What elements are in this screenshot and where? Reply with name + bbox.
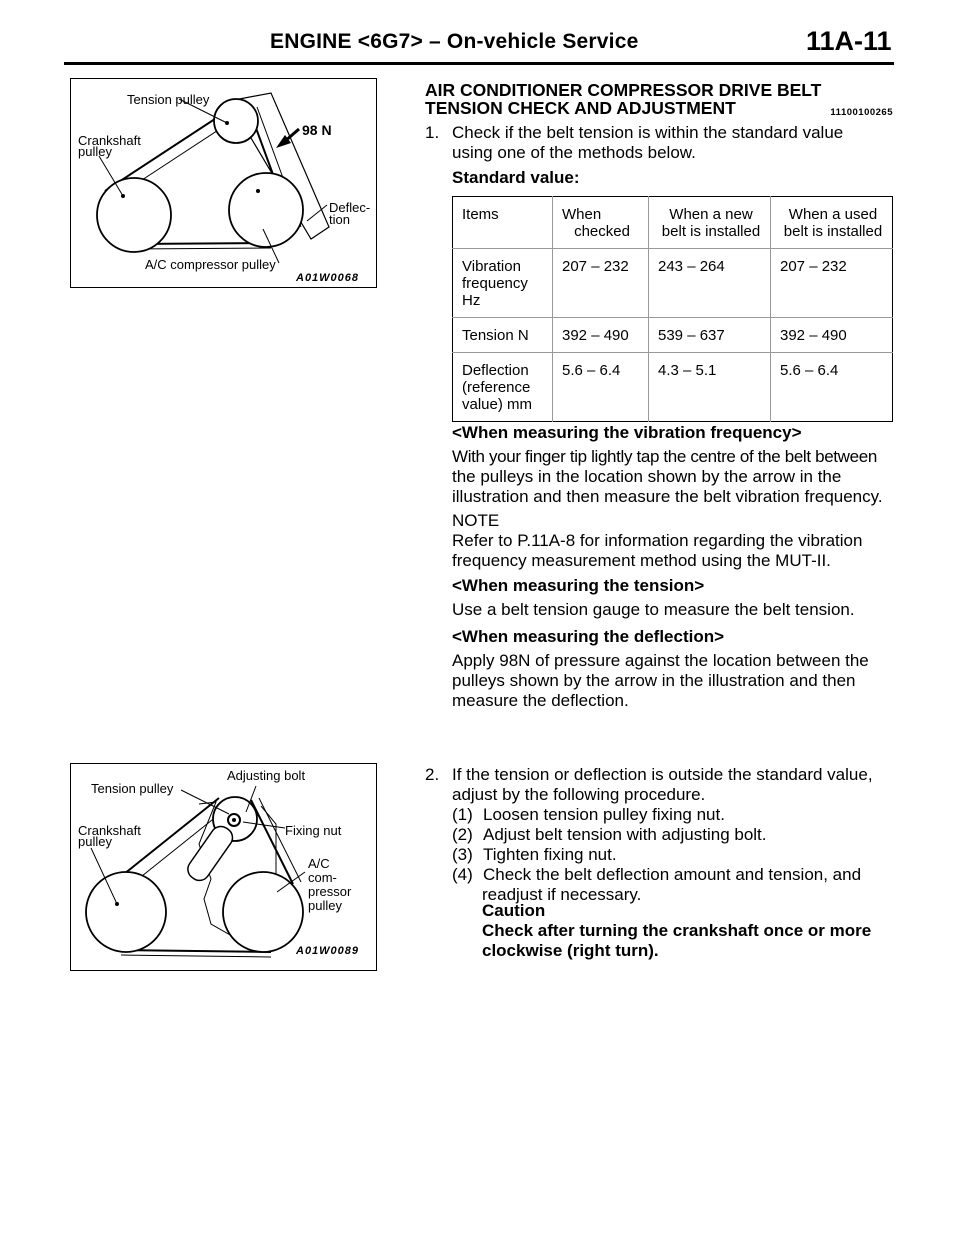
substep-text: Check the belt deflection amount and tension, and bbox=[483, 865, 862, 884]
table-row bbox=[453, 353, 893, 422]
deflection-heading: <When measuring the deflection> bbox=[452, 627, 725, 646]
table-cell: 392 – 490 bbox=[553, 318, 649, 353]
table-header-cell: When checked bbox=[553, 197, 649, 249]
step1-number: 1. bbox=[425, 123, 440, 142]
substep-text-cont: readjust if necessary. bbox=[482, 885, 642, 904]
adjusting-bolt-label: Adjusting bolt bbox=[227, 768, 306, 783]
vibration-body-line2: the pulleys in the location shown by the arrow in the bbox=[452, 467, 842, 486]
tension-pulley-label: Tension pulley bbox=[127, 92, 210, 107]
ac-label: A/C bbox=[308, 856, 330, 871]
table-cell: Tension N bbox=[453, 318, 553, 353]
note-line2: frequency measurement method using the MUT-II. bbox=[452, 551, 831, 570]
crankshaft-label: Crankshaft bbox=[78, 133, 141, 148]
table-cell: 5.6 – 6.4 bbox=[553, 353, 649, 422]
crankshaft-pulley-label: pulley bbox=[78, 834, 112, 849]
substep-number: (1) bbox=[452, 805, 473, 824]
tension-pulley-label: Tension pulley bbox=[91, 781, 174, 796]
vibration-heading: <When measuring the vibration frequency> bbox=[452, 423, 802, 442]
figure-code: A01W0089 bbox=[296, 945, 360, 957]
section-title-text: TENSION CHECK AND ADJUSTMENT bbox=[425, 98, 736, 118]
tension-body: Use a belt tension gauge to measure the belt tension. bbox=[452, 600, 855, 619]
step1-line1: Check if the belt tension is within the standard value bbox=[452, 123, 844, 142]
ac-compressor-pulley-label: A/C compressor pulley bbox=[145, 257, 276, 272]
table-cell: 5.6 – 6.4 bbox=[771, 353, 893, 422]
table-cell: Deflection (reference value) mm bbox=[453, 353, 553, 422]
header-rule bbox=[64, 62, 894, 65]
ac-com-label: com- bbox=[308, 870, 337, 885]
step2-line1: If the tension or deflection is outside the standard value, bbox=[452, 765, 873, 784]
vibration-body-line1: With your finger tip lightly tap the centre of the belt between bbox=[452, 447, 877, 466]
note-label: NOTE bbox=[452, 511, 500, 530]
step1-line2: using one of the methods below. bbox=[452, 143, 696, 162]
substep-number: (4) bbox=[452, 865, 473, 884]
table-row bbox=[453, 249, 893, 318]
step2-line2: adjust by the following procedure. bbox=[452, 785, 706, 804]
tension-heading: <When measuring the tension> bbox=[452, 576, 705, 595]
ac-pulley-label: pulley bbox=[308, 898, 342, 913]
step2-number: 2. bbox=[425, 765, 440, 784]
substep-text: Adjust belt tension with adjusting bolt. bbox=[483, 825, 767, 844]
table-cell: 392 – 490 bbox=[771, 318, 893, 353]
substep-text: Tighten fixing nut. bbox=[483, 845, 617, 864]
table-header-cell: Items bbox=[462, 206, 499, 223]
belt-adjustment-figure bbox=[70, 763, 377, 971]
table-cell: 207 – 232 bbox=[771, 249, 893, 318]
table-cell: 207 – 232 bbox=[553, 249, 649, 318]
crankshaft-pulley-label: pulley bbox=[78, 144, 112, 159]
caution-line2: clockwise (right turn). bbox=[482, 941, 659, 960]
deflection-label: Deflec- bbox=[329, 200, 371, 215]
section-title-line2 bbox=[425, 98, 893, 123]
table-header-row bbox=[453, 197, 893, 249]
table-header-cell: When a new belt is installed bbox=[649, 197, 771, 249]
ac-pressor-label: pressor bbox=[308, 884, 352, 899]
caution-label: Caution bbox=[482, 901, 546, 920]
table-cell: 243 – 264 bbox=[649, 249, 771, 318]
page-number: 11A-11 bbox=[806, 26, 892, 56]
table-cell: Vibration frequency Hz bbox=[453, 249, 553, 318]
standard-value-label: Standard value: bbox=[452, 168, 580, 187]
deflection-line2: pulleys shown by the arrow in the illustration and then bbox=[452, 671, 856, 690]
deflection-line1: Apply 98N of pressure against the location between the bbox=[452, 651, 869, 670]
table-cell: 4.3 – 5.1 bbox=[649, 353, 771, 422]
deflection-label-cont: tion bbox=[329, 212, 350, 227]
substep-number: (2) bbox=[452, 825, 473, 844]
fixing-nut-label: Fixing nut bbox=[285, 823, 342, 838]
force-label: 98 N bbox=[302, 122, 332, 138]
table-header-cell: When a used belt is installed bbox=[771, 197, 893, 249]
section-code: 11100100265 bbox=[830, 107, 893, 118]
substep-text: Loosen tension pulley fixing nut. bbox=[483, 805, 725, 824]
figure-code: A01W0068 bbox=[296, 272, 360, 284]
table-row bbox=[453, 318, 893, 353]
vibration-body-line3: illustration and then measure the belt vibration frequency. bbox=[452, 487, 883, 506]
substep-number: (3) bbox=[452, 845, 473, 864]
table-cell: 539 – 637 bbox=[649, 318, 771, 353]
caution-line1: Check after turning the crankshaft once or more bbox=[482, 921, 872, 940]
deflection-line3: measure the deflection. bbox=[452, 691, 629, 710]
standard-value-table bbox=[452, 196, 893, 422]
note-line1: Refer to P.11A-8 for information regarding the vibration bbox=[452, 531, 863, 550]
section-title-line1: AIR CONDITIONER COMPRESSOR DRIVE BELT bbox=[425, 80, 822, 100]
page-header-title: ENGINE <6G7> – On-vehicle Service bbox=[270, 30, 639, 53]
belt-tension-figure bbox=[70, 78, 377, 288]
crankshaft-label: Crankshaft bbox=[78, 823, 141, 838]
